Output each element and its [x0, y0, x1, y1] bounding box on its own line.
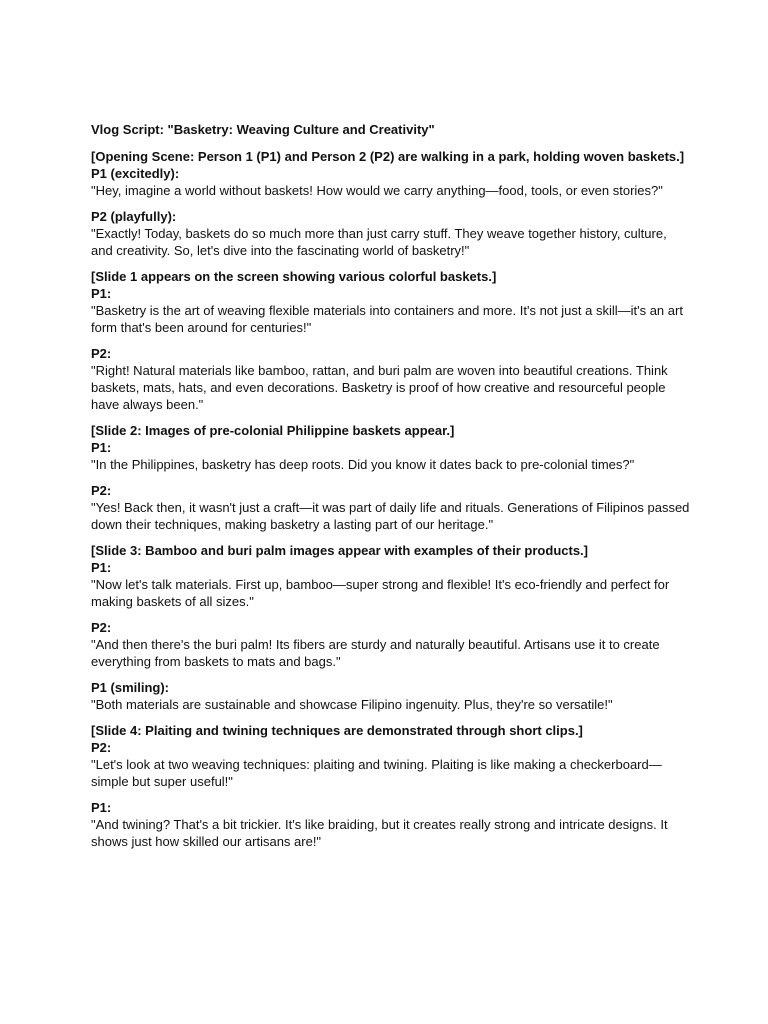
speaker-label: P1: — [91, 286, 112, 301]
dialogue-text: "Basketry is the art of weaving flexible materials into containers and more. It's not just a skill—it's an art form that's been around for centuries!" — [91, 303, 683, 335]
script-document — [91, 121, 691, 859]
script-block — [91, 619, 691, 670]
scene-direction: [Slide 1 appears on the screen showing various colorful baskets.] — [91, 269, 497, 284]
speaker-label: P1 (smiling): — [91, 680, 170, 695]
dialogue-text: "In the Philippines, basketry has deep roots. Did you know it dates back to pre-colonial times?" — [91, 457, 635, 472]
speaker-label: P1: — [91, 440, 112, 455]
dialogue-text: "Yes! Back then, it wasn't just a craft—it was part of daily life and rituals. Generations of Filipinos passed down their techniques, making basketry a lasting part of our heritage." — [91, 500, 690, 532]
speaker-label: P2: — [91, 620, 112, 635]
script-block — [91, 482, 691, 533]
scene-direction: [Slide 2: Images of pre-colonial Philippine baskets appear.] — [91, 423, 455, 438]
script-block — [91, 148, 691, 199]
script-block — [91, 542, 691, 610]
speaker-label: P1: — [91, 800, 112, 815]
document-title: Vlog Script: "Basketry: Weaving Culture and Creativity" — [91, 122, 435, 137]
script-block — [91, 679, 691, 713]
script-block — [91, 208, 691, 259]
script-block — [91, 722, 691, 790]
dialogue-text: "And then there's the buri palm! Its fibers are sturdy and naturally beautiful. Artisans use it to create everything from baskets to mats and bags." — [91, 637, 660, 669]
scene-direction: [Slide 4: Plaiting and twining techniques are demonstrated through short clips.] — [91, 723, 583, 738]
script-block — [91, 422, 691, 473]
script-block — [91, 345, 691, 413]
dialogue-text: "Now let's talk materials. First up, bamboo—super strong and flexible! It's eco-friendly and perfect for making baskets of all sizes." — [91, 577, 670, 609]
speaker-label: P2: — [91, 483, 112, 498]
speaker-label: P2: — [91, 740, 112, 755]
dialogue-text: "Exactly! Today, baskets do so much more than just carry stuff. They weave together history, culture, and creativity. So, let's dive into the fascinating world of basketry!" — [91, 226, 667, 258]
scene-direction: [Opening Scene: Person 1 (P1) and Person 2 (P2) are walking in a park, holding woven baskets.] — [91, 149, 685, 164]
dialogue-text: "Let's look at two weaving techniques: plaiting and twining. Plaiting is like making a checkerboard—simple but super useful!" — [91, 757, 662, 789]
dialogue-text: "Both materials are sustainable and showcase Filipino ingenuity. Plus, they're so versatile!" — [91, 697, 613, 712]
script-block — [91, 268, 691, 336]
dialogue-text: "Right! Natural materials like bamboo, rattan, and buri palm are woven into beautiful creations. Think baskets, mats, hats, and even decorations. Basketry is proof of how creative and resourceful people have always been." — [91, 363, 668, 412]
speaker-label: P1 (excitedly): — [91, 166, 180, 181]
speaker-label: P2: — [91, 346, 112, 361]
speaker-label: P1: — [91, 560, 112, 575]
dialogue-text: "And twining? That's a bit trickier. It's like braiding, but it creates really strong and intricate designs. It shows just how skilled our artisans are!" — [91, 817, 668, 849]
scene-direction: [Slide 3: Bamboo and buri palm images appear with examples of their products.] — [91, 543, 588, 558]
script-block — [91, 799, 691, 850]
speaker-label: P2 (playfully): — [91, 209, 177, 224]
dialogue-text: "Hey, imagine a world without baskets! How would we carry anything—food, tools, or even stories?" — [91, 183, 663, 198]
